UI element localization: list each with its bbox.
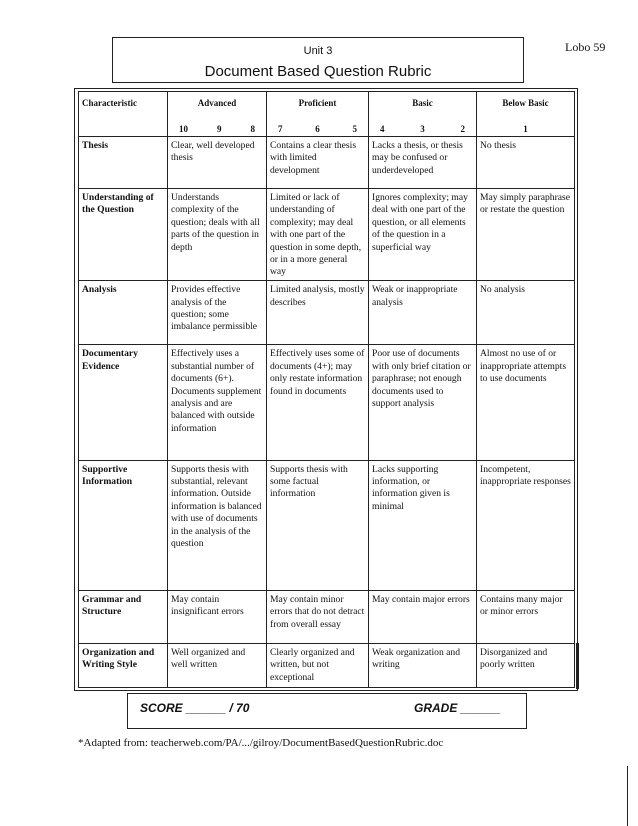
point-value: 10: [179, 124, 188, 135]
column-header: [369, 92, 477, 137]
criterion-cell: Grammar and Structure: [79, 590, 168, 643]
column-label: Proficient: [298, 98, 337, 108]
table-row: [79, 590, 575, 643]
point-scale: [171, 123, 263, 135]
point-value: 3: [420, 124, 425, 135]
rating-cell: Lacks a thesis, or thesis may be confused or underdeveloped: [369, 136, 477, 188]
rating-cell: Almost no use of or inappropriate attempts to use documents: [477, 345, 575, 460]
column-header: [477, 92, 575, 137]
unit-label: Unit 3: [303, 45, 333, 57]
rating-cell: May simply paraphrase or restate the question: [477, 188, 575, 280]
title-box: [112, 37, 524, 83]
rating-cell: Supports thesis with some factual information: [267, 460, 369, 590]
point-value: 6: [315, 124, 320, 135]
table-row: [79, 136, 575, 188]
rating-cell: May contain major errors: [369, 590, 477, 643]
column-header: [267, 92, 369, 137]
table-row: [79, 281, 575, 345]
criterion-cell: Supportive Information: [79, 460, 168, 590]
criterion-cell: Documentary Evidence: [79, 345, 168, 460]
rating-cell: Incompetent, inappropriate responses: [477, 460, 575, 590]
rating-cell: Effectively uses some of documents (4+); may only restate information found in documents: [267, 345, 369, 460]
column-label: Below Basic: [502, 98, 549, 108]
rating-cell: Supports thesis with substantial, relevant information. Outside information is balanced with use of documents in the analysis of the question: [168, 460, 267, 590]
point-value: 7: [278, 124, 283, 135]
grade-field: GRADE ______: [414, 701, 501, 715]
table-row: [79, 345, 575, 460]
column-label: Basic: [412, 98, 433, 108]
rating-cell: Provides effective analysis of the question; some imbalance permissible: [168, 281, 267, 345]
criterion-cell: Organization and Writing Style: [79, 643, 168, 687]
rating-cell: Effectively uses a substantial number of documents (6+). Documents supplement analysis and are balanced with outside information: [168, 345, 267, 460]
rating-cell: May contain insignificant errors: [168, 590, 267, 643]
point-scale: [480, 123, 571, 135]
rating-cell: Understands complexity of the question; deals with all parts of the question in depth: [168, 188, 267, 280]
header-row: [79, 92, 575, 137]
point-value: 5: [352, 124, 357, 135]
score-field: SCORE ______ / 70: [140, 701, 250, 715]
score-box: [127, 693, 527, 729]
point-value: 2: [460, 124, 465, 135]
rating-cell: No analysis: [477, 281, 575, 345]
column-label: Characteristic: [82, 98, 137, 108]
table-edge-line: [576, 643, 579, 689]
rating-cell: Clear, well developed thesis: [168, 136, 267, 188]
rating-cell: Poor use of documents with only brief citation or paraphrase; not enough documents used to support analysis: [369, 345, 477, 460]
criterion-cell: Understanding of the Question: [79, 188, 168, 280]
rating-cell: Disorganized and poorly written: [477, 643, 575, 687]
rating-cell: Contains many major or minor errors: [477, 590, 575, 643]
rating-cell: Clearly organized and written, but not exceptional: [267, 643, 369, 687]
footnote: *Adapted from: teacherweb.com/PA/.../gilroy/DocumentBasedQuestionRubric.doc: [78, 737, 444, 749]
margin-line: [627, 766, 628, 826]
rating-cell: May contain minor errors that do not detract from overall essay: [267, 590, 369, 643]
table-row: [79, 460, 575, 590]
rating-cell: Ignores complexity; may deal with one part of the question, or all elements of the question in a superficial way: [369, 188, 477, 280]
column-header: [168, 92, 267, 137]
rating-cell: Well organized and well written: [168, 643, 267, 687]
page-label: Lobo 59: [565, 40, 606, 54]
column-header: [79, 92, 168, 137]
point-value: 8: [250, 124, 255, 135]
table-row: [79, 643, 575, 687]
rating-cell: Limited analysis, mostly describes: [267, 281, 369, 345]
criterion-cell: Analysis: [79, 281, 168, 345]
point-value: 4: [380, 124, 385, 135]
point-scale: [372, 123, 473, 135]
criterion-cell: Thesis: [79, 136, 168, 188]
rating-cell: Weak or inappropriate analysis: [369, 281, 477, 345]
rubric-table: [78, 91, 575, 688]
rating-cell: Limited or lack of understanding of complexity; may deal with one part of the question in some depth, or in a more general way: [267, 188, 369, 280]
rating-cell: Contains a clear thesis with limited development: [267, 136, 369, 188]
point-value: 9: [217, 124, 222, 135]
rating-cell: Lacks supporting information, or information given is minimal: [369, 460, 477, 590]
page-title: Document Based Question Rubric: [204, 63, 432, 80]
table-row: [79, 188, 575, 280]
rating-cell: Weak organization and writing: [369, 643, 477, 687]
point-value: 1: [523, 124, 528, 135]
point-scale: [270, 123, 365, 135]
rating-cell: No thesis: [477, 136, 575, 188]
column-label: Advanced: [197, 98, 237, 108]
